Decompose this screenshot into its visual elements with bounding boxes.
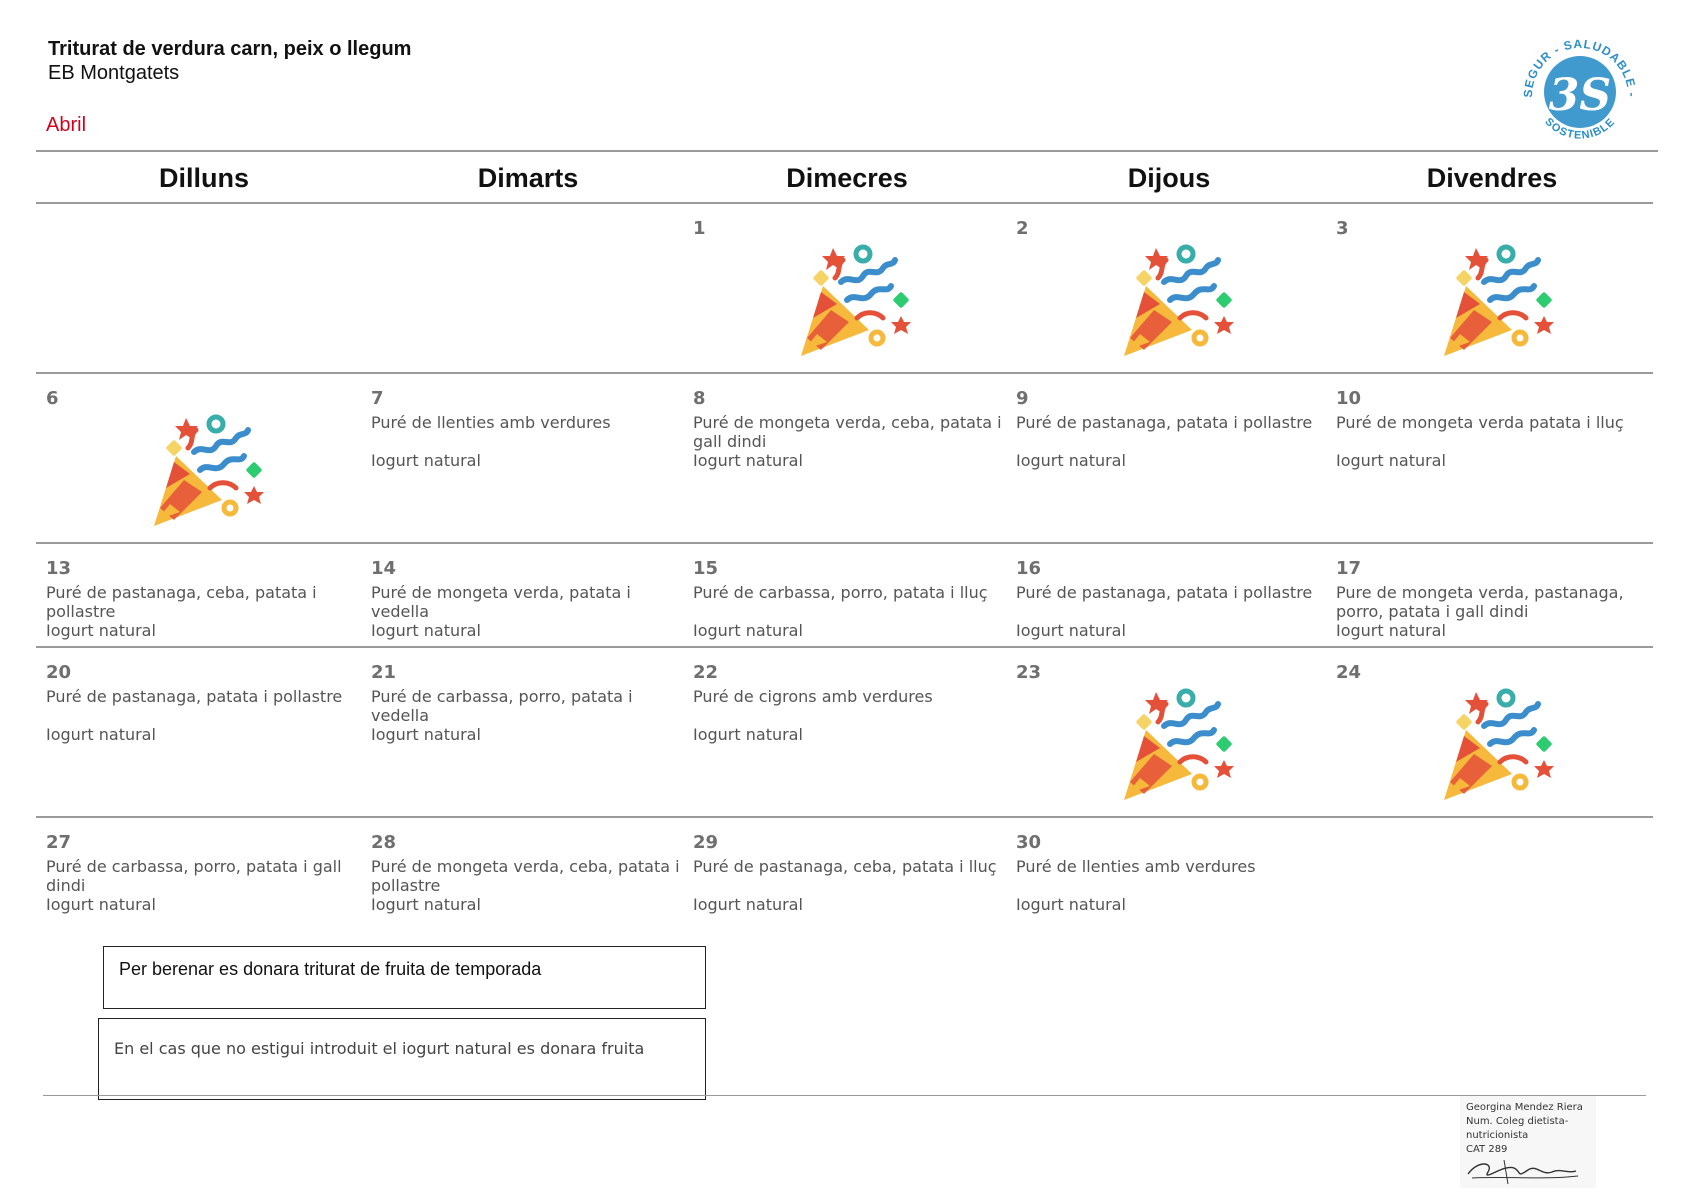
day-number: 13: [46, 558, 72, 579]
day-number: 28: [371, 832, 397, 853]
day-number: 14: [371, 558, 397, 579]
day-number: 21: [371, 662, 397, 683]
day-number: 8: [693, 388, 706, 409]
dessert-text: Iogurt natural: [693, 621, 803, 640]
calendar-day-cell: [371, 388, 689, 528]
day-number: 20: [46, 662, 72, 683]
calendar-day-cell: [693, 662, 1011, 802]
day-number: 16: [1016, 558, 1042, 579]
calendar-day-cell: [371, 662, 689, 802]
logo-center-text: 3S: [1548, 70, 1612, 121]
party-popper-icon: [1434, 238, 1558, 362]
logo-ring-top: SEGUR - SALUDABLE -: [1520, 36, 1640, 98]
dish-text: Puré de cigrons amb verdures: [693, 687, 933, 706]
menu-title: Triturat de verdura carn, peix o llegum: [48, 38, 412, 60]
yogurt-note-text: En el cas que no estigui introduit el iogurt natural es donara fruita: [114, 1039, 645, 1058]
top-divider: [36, 150, 1658, 152]
dish-text: Puré de mongeta verda, ceba, patata i pollastre: [371, 857, 680, 895]
day-header-dimecres: Dimecres: [786, 163, 908, 193]
dessert-text: Iogurt natural: [371, 895, 481, 914]
calendar-day-cell: [693, 388, 1011, 528]
holiday-party-icon: [1114, 682, 1238, 806]
signature-line3: nutricionista: [1466, 1130, 1529, 1141]
calendar-day-cell: [1016, 662, 1334, 802]
dietitian-signature-block: [1460, 1096, 1596, 1188]
party-popper-icon: [791, 238, 915, 362]
day-number: 24: [1336, 662, 1362, 683]
dish-text: Puré de mongeta verda, patata i vedella: [371, 583, 631, 621]
holiday-party-icon: [1114, 238, 1238, 362]
dish-text: Puré de carbassa, porro, patata i lluç: [693, 583, 988, 602]
dessert-text: Iogurt natural: [1016, 451, 1126, 470]
snack-note-text: Per berenar es donara triturat de fruita de temporada: [119, 959, 542, 979]
calendar-day-cell: [1336, 662, 1654, 802]
dish-text: Puré de llenties amb verdures: [1016, 857, 1256, 876]
dessert-text: Iogurt natural: [371, 725, 481, 744]
dessert-text: Iogurt natural: [1016, 621, 1126, 640]
signature-line2: Num. Coleg dietista-: [1466, 1116, 1569, 1127]
yogurt-note: [98, 1018, 706, 1100]
signature-line4: CAT 289: [1466, 1144, 1508, 1155]
calendar-day-cell: [1016, 218, 1334, 358]
calendar-day-cell: [693, 218, 1011, 358]
dish-text: Puré de mongeta verda patata i lluç: [1336, 413, 1624, 432]
calendar-day-cell: [1016, 388, 1334, 528]
day-number: 29: [693, 832, 719, 853]
day-number: 6: [46, 388, 59, 409]
holiday-party-icon: [1434, 682, 1558, 806]
day-number: 9: [1016, 388, 1029, 409]
footer-divider: [43, 1095, 1646, 1096]
calendar-day-cell: [693, 832, 1011, 972]
day-number: 7: [371, 388, 384, 409]
logo-ring-bottom: SOSTENIBLE: [1542, 115, 1618, 142]
day-number: 23: [1016, 662, 1042, 683]
day-number: 27: [46, 832, 72, 853]
handwritten-signature-icon: [1464, 1154, 1584, 1186]
dish-text: Puré de llenties amb verdures: [371, 413, 611, 432]
day-header-dijous: Dijous: [1127, 163, 1211, 193]
dish-text: Puré de pastanaga, ceba, patata i lluç: [693, 857, 997, 876]
dessert-text: Iogurt natural: [693, 895, 803, 914]
day-number: 22: [693, 662, 719, 683]
day-number: 1: [693, 218, 706, 239]
dessert-text: Iogurt natural: [1336, 451, 1446, 470]
month-label: Abril: [46, 114, 87, 136]
dessert-text: Iogurt natural: [1016, 895, 1126, 914]
calendar-day-cell: [1016, 832, 1334, 972]
party-popper-icon: [1434, 682, 1558, 806]
day-header-divendres: Divendres: [1426, 163, 1558, 193]
day-header-dimarts: Dimarts: [477, 163, 579, 193]
calendar-day-cell: [1336, 218, 1654, 358]
day-number: 17: [1336, 558, 1362, 579]
dessert-text: Iogurt natural: [693, 725, 803, 744]
dessert-text: Iogurt natural: [46, 725, 156, 744]
day-number: 15: [693, 558, 719, 579]
dessert-text: Iogurt natural: [371, 451, 481, 470]
party-popper-icon: [1114, 238, 1238, 362]
dish-text: Pure de mongeta verda, pastanaga, porro, patata i gall dindi: [1336, 583, 1624, 621]
calendar-day-cell: [46, 218, 364, 358]
dessert-text: Iogurt natural: [46, 621, 156, 640]
dish-text: Puré de carbassa, porro, patata i vedella: [371, 687, 633, 725]
day-number: 3: [1336, 218, 1349, 239]
calendar-day-cell: [46, 388, 364, 528]
holiday-party-icon: [1434, 238, 1558, 362]
party-popper-icon: [1114, 682, 1238, 806]
dish-text: Puré de pastanaga, patata i pollastre: [1016, 583, 1313, 602]
day-header-dilluns: Dilluns: [158, 163, 249, 193]
school-name: EB Montgatets: [48, 62, 180, 84]
dish-text: Puré de pastanaga, patata i pollastre: [1016, 413, 1313, 432]
day-number: 30: [1016, 832, 1042, 853]
day-number: 10: [1336, 388, 1362, 409]
dish-text: Puré de carbassa, porro, patata i gall dindi: [46, 857, 342, 895]
dessert-text: Iogurt natural: [693, 451, 803, 470]
holiday-party-icon: [791, 238, 915, 362]
snack-note: [103, 946, 706, 1009]
holiday-party-icon: [144, 408, 268, 532]
calendar-day-cell: [46, 662, 364, 802]
dessert-text: Iogurt natural: [46, 895, 156, 914]
dish-text: Puré de pastanaga, patata i pollastre: [46, 687, 343, 706]
calendar-day-cell: [1336, 388, 1654, 528]
signature-name: Georgina Mendez Riera: [1466, 1102, 1583, 1113]
calendar-day-cell: [1336, 832, 1654, 972]
day-number: 2: [1016, 218, 1029, 239]
party-popper-icon: [144, 408, 268, 532]
week-divider: [36, 372, 1653, 374]
dessert-text: Iogurt natural: [1336, 621, 1446, 640]
header-divider: [36, 202, 1653, 204]
calendar-day-cell: [371, 218, 689, 358]
dessert-text: Iogurt natural: [371, 621, 481, 640]
week-divider: [36, 542, 1653, 544]
dish-text: Puré de pastanaga, ceba, patata i pollastre: [46, 583, 317, 621]
week-divider: [36, 816, 1653, 818]
dish-text: Puré de mongeta verda, ceba, patata i gall dindi: [693, 413, 1002, 451]
segur-saludable-sostenible-logo: [1518, 26, 1642, 150]
